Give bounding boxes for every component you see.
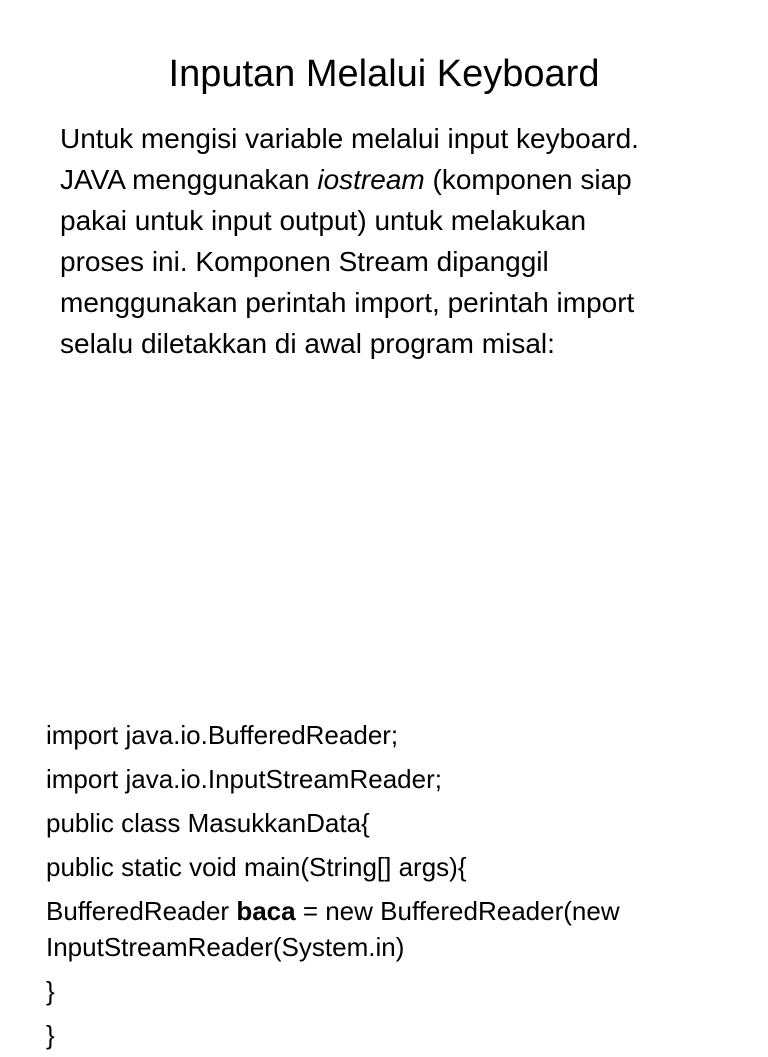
paragraph-text: JAVA menggunakan <box>60 164 318 195</box>
code-line: import java.io.BufferedReader; <box>46 720 399 750</box>
code-line: public static void main(String[] args){ <box>46 852 467 882</box>
code-line-closing-brace: } <box>46 1020 55 1050</box>
code-line <box>46 893 746 929</box>
paragraph-line: selalu diletakkan di awal program misal: <box>60 328 555 359</box>
paragraph-text: (komponen siap <box>424 164 632 195</box>
paragraph-line: Untuk mengisi variable melalui input keyboard. <box>60 123 639 154</box>
paragraph-line: menggunakan perintah import, perintah import <box>60 287 635 318</box>
code-line: import java.io.InputStreamReader; <box>46 764 442 794</box>
code-text: = new BufferedReader(new <box>295 896 620 926</box>
code-line: InputStreamReader(System.in) <box>46 932 405 962</box>
paragraph-line <box>60 159 740 200</box>
code-line-closing-brace: } <box>46 976 55 1006</box>
iostream-term: iostream <box>317 164 425 195</box>
slide-title: Inputan Melalui Keyboard <box>168 53 600 95</box>
paragraph-line: proses ini. Komponen Stream dipanggil <box>60 246 549 277</box>
code-text: BufferedReader <box>46 896 237 926</box>
body-paragraph <box>60 118 740 364</box>
variable-baca: baca <box>236 896 296 926</box>
code-snippet <box>46 713 746 1050</box>
paragraph-line: pakai untuk input output) untuk melakukan <box>60 205 587 236</box>
code-line: public class MasukkanData{ <box>46 808 370 838</box>
